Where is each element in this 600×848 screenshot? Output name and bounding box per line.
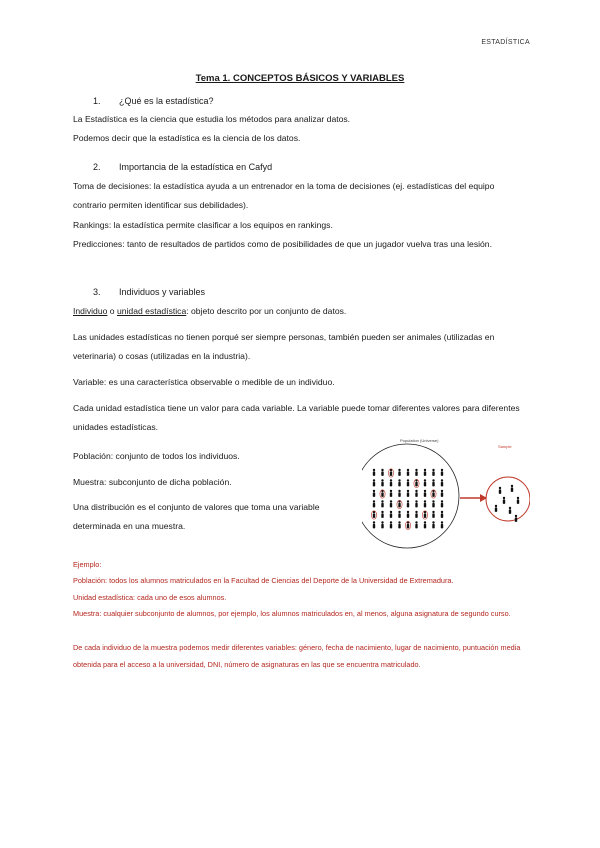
person-icon <box>415 469 417 476</box>
paragraph: Muestra: subconjunto de dicha población. <box>73 477 232 487</box>
person-icon <box>398 469 400 476</box>
section-heading-1: 1. ¿Qué es la estadística? <box>93 96 214 106</box>
person-icon <box>398 490 400 497</box>
population-label: Population (Universe) <box>400 438 439 443</box>
person-icon <box>373 521 375 528</box>
person-icon <box>380 490 385 498</box>
paragraph: Predicciones: tanto de resultados de partidos como de posibilidades de que un jugador vuelva tras una lesión. <box>73 239 492 249</box>
example-line: Unidad estadística: cada uno de esos alumnos. <box>73 593 227 602</box>
person-icon <box>407 490 409 497</box>
person-icon <box>407 479 409 486</box>
person-icon <box>422 511 427 519</box>
person-icon <box>441 511 443 518</box>
person-icon <box>432 469 434 476</box>
paragraph: Variable: es una característica observable o medible de un individuo. <box>73 377 335 387</box>
person-icon <box>405 521 410 529</box>
sample-people-group <box>495 485 519 522</box>
population-circle <box>362 444 459 548</box>
person-icon <box>390 479 392 486</box>
person-icon <box>415 521 417 528</box>
person-icon <box>390 490 392 497</box>
person-icon <box>515 515 517 522</box>
section-heading-3: 3. Individuos y variables <box>93 287 206 297</box>
person-icon <box>424 500 426 507</box>
person-icon <box>373 479 375 486</box>
example-line: De cada individuo de la muestra podemos medir diferentes variables: género, fecha de nacimiento, lugar de nacimiento, puntuación media obtenida para el acceso a la universidad, DNI, número de asignaturas en las que se encuentra matriculado. <box>73 643 521 669</box>
paragraph: Cada unidad estadística tiene un valor para cada variable. La variable puede tomar diferentes valores para diferentes unidades estadísticas. <box>73 403 520 432</box>
person-icon <box>424 469 426 476</box>
person-icon <box>441 469 443 476</box>
paragraph: Las unidades estadísticas no tienen porqué ser siempre personas, también pueden ser animales (utilizadas en veterinaria) o cosas (utilizadas en la industria). <box>73 332 495 361</box>
person-icon <box>415 500 417 507</box>
person-icon <box>398 521 400 528</box>
paragraph: Toma de decisiones: la estadística ayuda a un entrenador en la toma de decisiones (ej. estadísticas del equipo contrario permiten identificar sus debilidades). <box>73 181 495 210</box>
person-icon <box>509 507 511 514</box>
page-title: Tema 1. CONCEPTOS BÁSICOS Y VARIABLES <box>195 73 405 84</box>
person-icon <box>499 487 501 494</box>
person-icon <box>390 511 392 518</box>
running-header: ESTADÍSTICA <box>481 39 530 46</box>
person-icon <box>517 497 519 504</box>
person-icon <box>415 490 417 497</box>
section-heading-2: 2. Importancia de la estadística en Cafyd <box>93 162 273 172</box>
person-icon <box>441 500 443 507</box>
person-icon <box>381 500 383 507</box>
person-icon <box>398 511 400 518</box>
paragraph: Una distribución es el conjunto de valores que toma una variable determinada en una muestra. <box>73 502 320 531</box>
person-icon <box>390 500 392 507</box>
person-icon <box>373 469 375 476</box>
person-icon <box>407 469 409 476</box>
person-icon <box>424 521 426 528</box>
example-line: Muestra: cualquier subconjunto de alumnos, por ejemplo, los alumnos matriculados en, al menos, alguna asignatura de segundo curso. <box>73 609 511 618</box>
person-icon <box>424 479 426 486</box>
paragraph: Podemos decir que la estadística es la ciencia de los datos. <box>73 133 301 143</box>
person-icon <box>432 521 434 528</box>
person-icon <box>415 511 417 518</box>
sample-circle <box>486 477 530 521</box>
paragraph: La Estadística es la ciencia que estudia los métodos para analizar datos. <box>73 114 351 124</box>
paragraph-individuo: Individuo o unidad estadística: objeto descrito por un conjunto de datos. <box>73 306 347 316</box>
person-icon <box>371 511 376 519</box>
paragraph: Población: conjunto de todos los individuos. <box>73 451 240 461</box>
person-icon <box>441 490 443 497</box>
person-icon <box>511 485 513 492</box>
person-icon <box>441 521 443 528</box>
population-people-group <box>371 469 443 530</box>
person-icon <box>495 505 497 512</box>
paragraph: Rankings: la estadística permite clasificar a los equipos en rankings. <box>73 220 333 230</box>
person-icon <box>431 490 436 498</box>
person-icon <box>407 511 409 518</box>
person-icon <box>381 511 383 518</box>
person-icon <box>432 511 434 518</box>
sample-label: Sample <box>498 444 512 449</box>
person-icon <box>390 521 392 528</box>
person-icon <box>414 479 419 487</box>
person-icon <box>432 479 434 486</box>
person-icon <box>381 469 383 476</box>
person-icon <box>381 479 383 486</box>
person-icon <box>397 500 402 508</box>
example-label: Ejemplo: <box>73 560 102 569</box>
person-icon <box>424 490 426 497</box>
person-icon <box>388 469 393 477</box>
person-icon <box>432 500 434 507</box>
person-icon <box>373 500 375 507</box>
person-icon <box>373 490 375 497</box>
person-icon <box>503 497 505 504</box>
person-icon <box>398 479 400 486</box>
person-icon <box>441 479 443 486</box>
example-line: Población: todos los alumnos matriculados en la Facultad de Ciencias del Deporte de la Universidad de Extremadura. <box>73 576 454 585</box>
person-icon <box>381 521 383 528</box>
person-icon <box>407 500 409 507</box>
population-sample-diagram <box>362 436 530 556</box>
